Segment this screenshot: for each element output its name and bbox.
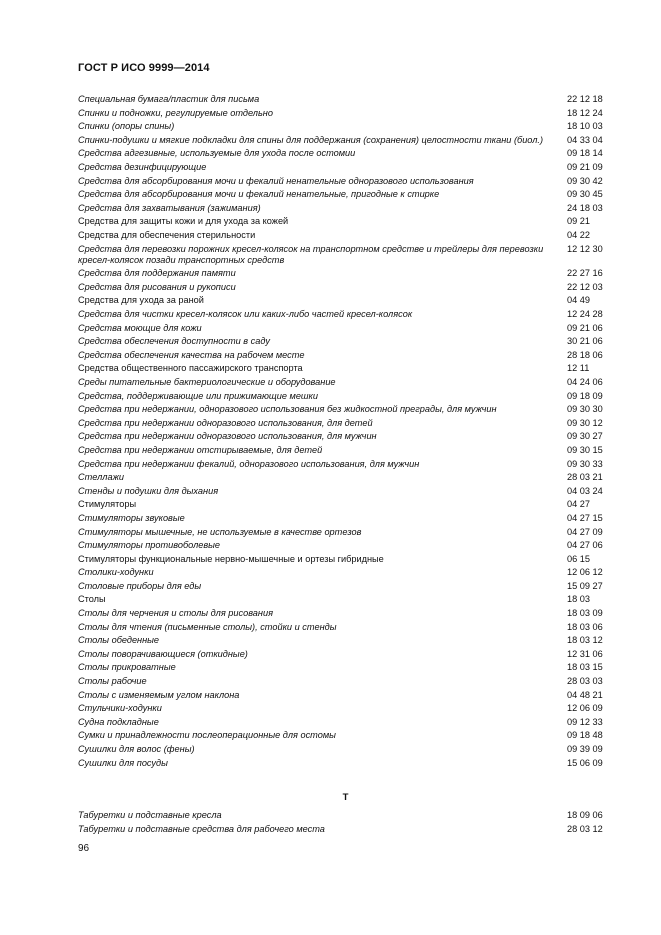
entry-code: 28 03 12 <box>567 823 603 834</box>
entry-code: 04 33 04 <box>567 134 603 145</box>
entry-term: Стимуляторы <box>78 499 137 510</box>
entry-code: 09 18 09 <box>567 390 603 401</box>
index-entry <box>78 676 613 687</box>
entry-code: 09 30 33 <box>567 458 603 469</box>
index-list-t <box>78 810 613 837</box>
entry-term: Средства при недержании отстирываемые, для детей <box>78 444 323 455</box>
index-entry <box>78 567 613 578</box>
index-entry <box>78 431 613 442</box>
entry-code: 12 11 <box>567 363 590 374</box>
entry-code: 28 03 21 <box>567 472 603 483</box>
entry-term: Средства при недержании фекалий, одноразового использования, для мужчин <box>78 458 420 469</box>
index-entry <box>78 295 613 306</box>
index-entry <box>78 527 613 538</box>
entry-term: Стульчики-ходунки <box>78 703 162 714</box>
index-entry <box>78 703 613 714</box>
section-letter: Т <box>342 792 349 803</box>
entry-code: 09 30 15 <box>567 444 603 455</box>
entry-term: Средства обеспечения качества на рабочем месте <box>78 349 305 360</box>
entry-term: Столы рабочие <box>78 676 147 687</box>
entry-term: Средства для чистки кресел-колясок или каких-либо частей кресел-колясок <box>78 309 413 319</box>
index-entry <box>78 635 613 646</box>
entry-term: Сумки и принадлежности послеоперационные для остомы <box>78 730 336 741</box>
entry-code: 09 21 06 <box>567 322 603 333</box>
entry-term: Средства адгезивные, используемые для ухода после остомии <box>78 148 356 159</box>
index-entry <box>78 309 613 320</box>
index-list-s <box>78 94 613 771</box>
index-entry <box>78 216 613 227</box>
entry-code: 04 22 <box>567 229 590 240</box>
entry-code: 09 30 27 <box>567 431 603 442</box>
entry-term: Средства, поддерживающие или прижимающие мешки <box>78 390 319 401</box>
entry-code: 28 18 06 <box>567 349 603 360</box>
entry-code: 09 21 09 <box>567 161 603 172</box>
entry-term: Средства для защиты кожи и для ухода за кожей <box>78 216 289 227</box>
entry-code: 04 49 <box>567 295 590 306</box>
entry-term: Стимуляторы функциональные нервно-мышечные и ортезы гибридные <box>78 553 384 564</box>
index-entry <box>78 499 613 510</box>
entry-term: Спинки-подушки и мягкие подкладки для спины для поддержания (сохранения) целостности ткани (биол.) <box>78 134 543 145</box>
index-entry <box>78 758 613 769</box>
index-entry <box>78 282 613 293</box>
entry-code: 18 03 12 <box>567 635 603 646</box>
index-entry <box>78 744 613 755</box>
entry-code: 18 03 <box>567 594 590 605</box>
entry-term: Судна подкладные <box>78 716 159 727</box>
index-entry <box>78 649 613 660</box>
entry-term: Средства при недержании одноразового использования, для мужчин <box>78 431 377 442</box>
index-entry <box>78 230 613 241</box>
index-entry <box>78 608 613 619</box>
index-entry <box>78 391 613 402</box>
entry-term: Столы для чтения (письменные столы), стойки и стенды <box>78 621 337 632</box>
entry-term: Средства для поддержания памяти <box>78 268 236 279</box>
index-entry <box>78 121 613 132</box>
index-entry <box>78 363 613 374</box>
entry-term: Средства для абсорбирования мочи и фекалий ненательные одноразового использования <box>78 175 474 186</box>
entry-term: Табуретки и подставные кресла <box>78 810 222 820</box>
entry-term: Стенды и подушки для дыхания <box>78 485 219 496</box>
entry-term: Средства для рисования и рукописи <box>78 281 236 292</box>
entry-term: Средства для абсорбирования мочи и фекалий ненательные, пригодные к стирке <box>78 189 440 200</box>
entry-code: 04 03 24 <box>567 485 603 496</box>
entry-code: 15 06 09 <box>567 757 603 768</box>
entry-code: 18 03 06 <box>567 621 603 632</box>
index-entry <box>78 244 613 266</box>
index-entry <box>78 404 613 415</box>
entry-code: 12 31 06 <box>567 648 603 659</box>
index-entry <box>78 445 613 456</box>
entry-term: Стимуляторы мышечные, не используемые в качестве ортезов <box>78 526 362 537</box>
index-entry <box>78 350 613 361</box>
entry-term: Средства для обеспечения стерильности <box>78 229 256 240</box>
entry-term: Спинки и подножки, регулируемые отдельно <box>78 107 273 118</box>
entry-code: 09 30 42 <box>567 175 603 186</box>
entry-code: 04 24 06 <box>567 376 603 387</box>
entry-term: Сушилки для волос (фены) <box>78 744 195 754</box>
entry-code: 09 30 30 <box>567 404 603 415</box>
entry-code: 04 27 15 <box>567 512 603 523</box>
index-entry <box>78 513 613 524</box>
entry-code: 09 12 33 <box>567 716 603 727</box>
entry-code: 24 18 03 <box>567 202 603 213</box>
entry-code: 04 27 06 <box>567 540 603 551</box>
entry-term: Столы для черчения и столы для рисования <box>78 608 273 619</box>
index-entry <box>78 162 613 173</box>
entry-term: Средства при недержании одноразового использования, для детей <box>78 417 373 428</box>
entry-code: 09 18 14 <box>567 148 603 159</box>
entry-term: Среды питательные бактериологические и оборудование <box>78 376 336 387</box>
page-number: 96 <box>78 843 90 854</box>
index-entry <box>78 662 613 673</box>
index-entry <box>78 135 613 146</box>
entry-term: Столы прикроватные <box>78 662 176 673</box>
entry-term: Сушилки для посуды <box>78 757 168 768</box>
index-entry <box>78 336 613 347</box>
entry-code: 22 12 18 <box>567 94 603 104</box>
entry-code: 18 09 06 <box>567 810 603 820</box>
entry-term: Средства общественного пассажирского транспорта <box>78 363 303 374</box>
entry-term: Спинки (опоры спины) <box>78 121 175 132</box>
entry-code: 15 09 27 <box>567 580 603 591</box>
entry-code: 30 21 06 <box>567 336 603 347</box>
index-entry <box>78 717 613 728</box>
entry-term: Средства обеспечения доступности в саду <box>78 336 270 347</box>
index-entry <box>78 418 613 429</box>
index-entry <box>78 824 613 835</box>
entry-term: Средства для захватывания (зажимания) <box>78 202 261 213</box>
entry-code: 09 39 09 <box>567 744 603 754</box>
entry-code: 09 30 45 <box>567 189 603 200</box>
index-entry <box>78 108 613 119</box>
entry-term: Специальная бумага/пластик для письма <box>78 94 260 104</box>
entry-term: Средства при недержании, одноразового использования без жидкостной преграды, для мужчин <box>78 404 497 415</box>
entry-code: 12 06 12 <box>567 567 603 578</box>
index-entry <box>78 176 613 187</box>
entry-code: 12 06 09 <box>567 703 603 714</box>
index-entry <box>78 472 613 483</box>
index-entry <box>78 540 613 551</box>
index-entry <box>78 554 613 565</box>
entry-code: 22 12 03 <box>567 281 603 292</box>
entry-code: 04 27 09 <box>567 526 603 537</box>
entry-code: 09 30 12 <box>567 417 603 428</box>
entry-term: Столы с изменяемым углом наклона <box>78 689 240 700</box>
entry-code: 18 03 09 <box>567 608 603 619</box>
index-entry <box>78 730 613 741</box>
index-entry <box>78 94 613 105</box>
entry-code: 06 15 <box>567 553 590 564</box>
entry-term: Столики-ходунки <box>78 567 154 578</box>
entry-term: Столовые приборы для еды <box>78 580 202 591</box>
index-entry <box>78 459 613 470</box>
document-header: ГОСТ Р ИСО 9999—2014 <box>78 62 210 74</box>
entry-code: 12 12 30 <box>567 243 603 254</box>
entry-code: 18 12 24 <box>567 107 603 118</box>
entry-code: 18 10 03 <box>567 121 603 132</box>
index-entry <box>78 203 613 214</box>
entry-term: Стимуляторы звуковые <box>78 512 185 523</box>
entry-term: Стимуляторы противоболевые <box>78 540 221 551</box>
entry-term: Средства моющие для кожи <box>78 322 202 333</box>
entry-code: 04 48 21 <box>567 689 603 700</box>
entry-code: 04 27 <box>567 499 590 510</box>
index-entry <box>78 189 613 200</box>
entry-term: Столы поворачивающиеся (откидные) <box>78 648 248 659</box>
index-entry <box>78 377 613 388</box>
index-entry <box>78 690 613 701</box>
index-entry <box>78 323 613 334</box>
index-entry <box>78 810 613 821</box>
entry-term: Средства дезинфицирующие <box>78 161 207 172</box>
index-entry <box>78 581 613 592</box>
entry-code: 28 03 03 <box>567 676 603 687</box>
entry-code: 22 27 16 <box>567 268 603 279</box>
index-entry <box>78 268 613 279</box>
entry-term: Столы <box>78 594 106 605</box>
entry-code: 09 18 48 <box>567 730 603 741</box>
index-entry <box>78 594 613 605</box>
entry-code: 12 24 28 <box>567 309 603 319</box>
index-entry <box>78 622 613 633</box>
index-entry <box>78 486 613 497</box>
entry-term: Стеллажи <box>78 472 124 483</box>
index-entry <box>78 148 613 159</box>
entry-term: Столы обеденные <box>78 635 160 646</box>
entry-term: Средства для перевозки порожних кресел-колясок на транспортном средстве и трейлеры для перевозки кресел-колясок позади транспортных средств <box>78 243 544 265</box>
entry-code: 09 21 <box>567 216 590 227</box>
entry-term: Средства для ухода за раной <box>78 295 204 306</box>
entry-term: Табуретки и подставные средства для рабочего места <box>78 823 325 834</box>
entry-code: 18 03 15 <box>567 662 603 673</box>
